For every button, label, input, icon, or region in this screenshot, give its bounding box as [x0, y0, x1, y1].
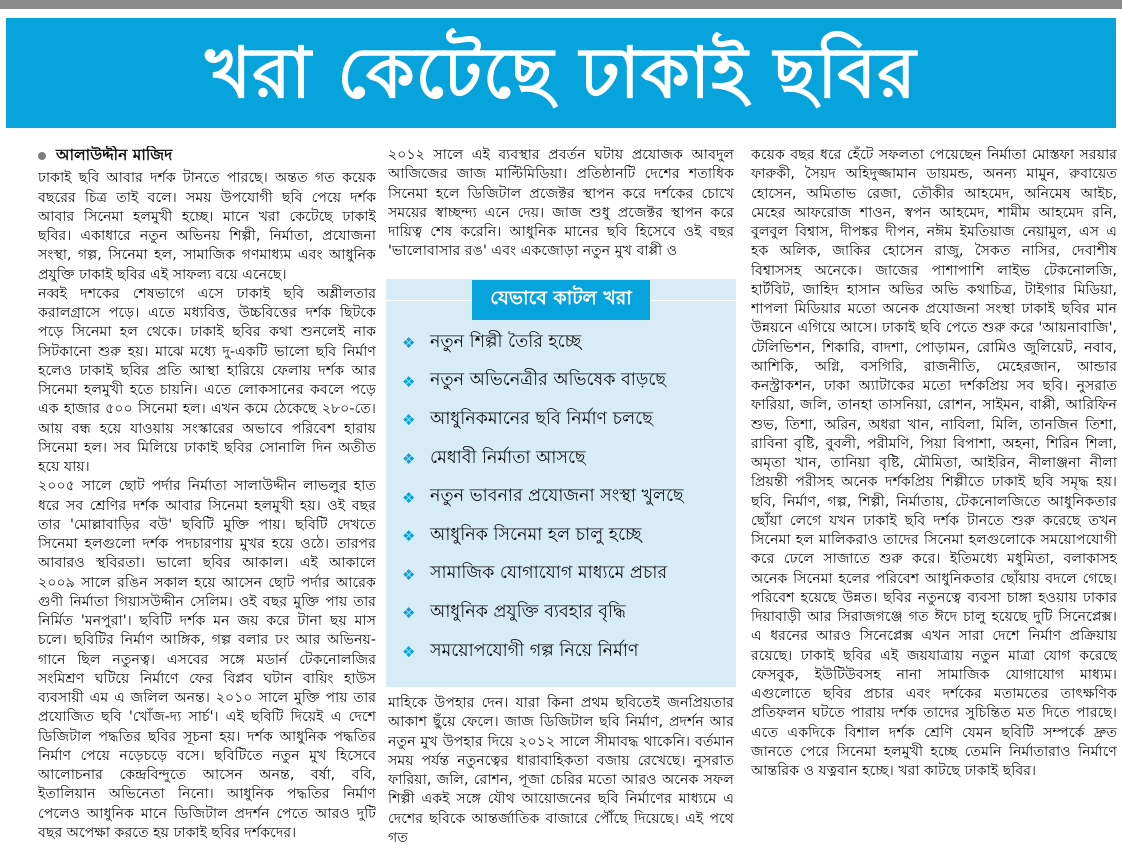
article-column-2-bottom — [388, 694, 734, 864]
sidebar-list — [386, 324, 736, 671]
diamond-bullet-icon: ❖ — [402, 565, 416, 584]
diamond-bullet-icon: ❖ — [402, 643, 416, 662]
article-column-1 — [38, 146, 376, 862]
header-rule-left — [386, 300, 472, 301]
header-rule-right — [650, 300, 736, 301]
list-item: ❖ আধুনিকমানের ছবি নির্মাণ চলছে — [402, 408, 653, 430]
top-rule — [0, 0, 1122, 9]
paragraph: ঢাকাই ছবি আবার দর্শক টানতে পারছে। অন্তত গত কয়েক বছরের চিত্র তাই বলে। সময় উপযোগী ছবি পেয়ে দর্শক আবার সিনেমা হলমুখী হচ্ছে। মানে খরা কেটেছে ঢাকাই ছবির। একাধারে নতুন অভিনয় শিল্পী, নির্মাতা, প্রযোজনা সংস্থা, গল্প, সিনেমা হল, সামাজিক গণমাধ্যম এবং আধুনিক প্রযুক্তি ঢাকাই ছবির এই সাফল্য বয়ে এনেছে। — [38, 170, 376, 283]
paragraph: কয়েক বছর ধরে হেঁটে সফলতা পেয়েছেন নির্মাতা মোস্তফা সরয়ার ফারুকী, সৈয়দ অহিদুজ্জামান ডায়মন্ড, অনন্য মামুন, রুবায়েত হোসেন, অমিতাভ রেজা, তৌকীর আহমেদ, অনিমেষ আইচ, মেহের আফরোজ শাওন, স্বপন আহমেদ, শামীম আহমেদ রনি, বুলবুল বিশ্বাস, দীপঙ্কর দীপন, নঈম ইমতিয়াজ নেয়ামুল, এস এ হক অলিক, জাকির হোসেন রাজু, সৈকত নাসির, দেবাশীষ বিশ্বাসসহ অনেকে। জাজের পাশাপাশি লাইভ টেকনোলজি, হার্টবিট, জাহিদ হাসান অভির অভি কথাচিত্র, টাইগার মিডিয়া, শাপলা মিডিয়ার মতো অনেক প্রযোজনা সংস্থা ঢাকাই ছবির মান উন্নয়নে এগিয়ে আসে। ঢাকাই ছবি পেতে শুরু করে 'আয়নাবাজি', টেলিভিশন, শিকারি, বাদশা, পোড়ামন, রোমিও জুলিয়েট, নবাব, আশিকি, অগ্নি, বসগিরি, রাজনীতি, মেহেরজান, আন্ডার কনস্ট্রাকশন, ঢাকা অ্যাটাকের মতো দর্শকপ্রিয় সব ছবি। নুসরাত ফারিয়া, জলি, তানহা তাসনিয়া, রোশন, সাইমন, বাপ্পী, আরিফিন শুভ, তিশা, অরিন, অধরা খান, নাবিলা, মিলি, তানজিন তিশা, রাবিনা বৃষ্টি, বুবলী, পরীমণি, পিয়া বিপাশা, অহনা, শিরিন শিলা, অমৃতা খান, তানিয়া বৃষ্টি, মৌমিতা, আইরিন, নীলাঞ্জনা নীলা প্রিয়ন্তী পরীসহ অনেক দর্শকপ্রিয় শিল্পীতে ঢাকাই ছবি সমৃদ্ধ হয়। ছবি, নির্মাণ, গল্প, শিল্পী, নির্মাতায়, টেকনোলজিতে আধুনিকতার ছোঁয়া লেগে যখন ঢাকাই ছবি দর্শক টানতে শুরু করেছে তখন সিনেমা হল মালিকরাও তাদের সিনেমা হলগুলোকে সময়োপযোগী করে ঢেলে সাজাতে শুরু করে। ইতিমধ্যে মধুমিতা, বলাকাসহ অনেক সিনেমা হলের পরিবেশ আধুনিকতার ছোঁয়ায় বদলে গেছে। পরিবেশ হয়েছে উন্নত। ছবির নতুনত্বে ব্যবসা চাঙ্গা হওয়ায় ঢাকার দিয়াবাড়ী আর সিরাজগঞ্জে গত ঈদে চালু হয়েছে দুটি সিনেপ্লেক্স। এ ধরনের আরও সিনেপ্লেক্স এখন সারা দেশে নির্মাণ প্রক্রিয়ায় রয়েছে। ঢাকাই ছবির এই জয়যাত্রায় নতুন মাত্রা যোগ করেছে ফেসবুক, ইউটিউবসহ নানা সামাজিক যোগাযোগ মাধ্যম। এগুলোতে ছবির প্রচার এবং দর্শকের মতামতের তাৎক্ষণিক প্রতিফলন ঘটতে পারায় দর্শক তাদের সুচিন্তিত মত দিতে পারছে। এতে একদিকে বিশাল দর্শক শ্রেণি যেমন ছবিটি সম্পর্কে দ্রুত জানতে পেরে সিনেমা হলমুখী হচ্ছে তেমনি নির্মাতারাও নির্মাণে আন্তরিক ও যত্নবান হচ্ছে। খরা কাটছে ঢাকাই ছবির। — [751, 147, 1117, 779]
list-item: ❖ আধুনিক সিনেমা হল চালু হচ্ছে — [402, 524, 642, 546]
list-item: ❖ আধুনিক প্রযুক্তি ব্যবহার বৃদ্ধি — [402, 601, 626, 623]
article-column-3 — [751, 146, 1117, 862]
paragraph: মাহিকে উপহার দেন। যারা কিনা প্রথম ছবিতেই জনপ্রিয়তার আকাশ ছুঁয়ে ফেলে। জাজ ডিজিটাল ছবি নির্মাণ, প্রদর্শন আর নতুন মুখ উপহার দিয়ে ২০১২ সালে সীমাবদ্ধ থাকেনি। বর্তমান সময় পর্যন্ত নতুনত্বের ধারাবাহিকতা বজায় রেখেছে। নুসরাত ফারিয়া, জলি, রোশন, পূজা চেরির মতো আরও অনেক সফল শিল্পী একই সঙ্গে যৌথ আয়োজনের ছবি নির্মাণের মাধ্যমে এ দেশের ছবিকে আন্তর্জাতিক বাজারে পৌঁছে দিয়েছে। এই পথে গত — [388, 695, 734, 846]
diamond-bullet-icon: ❖ — [402, 488, 416, 507]
paragraph: ২০০৫ সালে ছোট পর্দার নির্মাতা সালাউদ্দীন লাভলুর হাত ধরে সব শ্রেণির দর্শক আবার সিনেমা হলমুখী হয়। ওই বছর তার 'মোল্লাবাড়ির বউ' ছবিটি মুক্তি পায়। ছবিটি দেখতে সিনেমা হলগুলো দর্শক পদচারণায় মুখর হয়ে ওঠে। তারপর আবারও স্থবিরতা। ভালো ছবির আকাল। এই আকালে ২০০৯ সালে রঙিন সকাল হয়ে আসেন ছোট পর্দার আরেক গুণী নির্মাতা গিয়াসউদ্দীন সেলিম। ওই বছর মুক্তি পায় তার নির্মিত 'মনপুরা'। ছবিটি দর্শক মন জয় করে টানা ছয় মাস চলে। ছবিটির নির্মাণ আঙ্গিক, গল্প বলার ঢং আর অভিনয়-গানে ছিল নতুনত্ব। এসবের সঙ্গে মডার্ন টেকনোলজির সংমিশ্রণ ঘটিয়ে নির্মাণে ফের বিপ্লব ঘটান বায়িং হাউস ব্যবসায়ী এম এ জলিল অনন্ত। ২০১০ সালে মুক্তি পায় তার প্রযোজিত ছবি 'খোঁজ-দ্য সার্চ'। এই ছবিটি দিয়েই এ দেশে ডিজিটাল পদ্ধতির ছবির সূচনা হয়। দর্শক আধুনিক পদ্ধতির নির্মাণ পেয়ে নড়েচড়ে বসে। ছবিটিতে নতুন মুখ হিসেবে আলোচনার কেন্দ্রবিন্দুতে আসেন অনন্ত, বর্ষা, ববি, ইতালিয়ান অভিনেতা নিনো। আধুনিক পদ্ধতির নির্মাণ পেলেও আধুনিক মানে ডিজিটাল প্রদর্শন পেতে আরও দুটি বছর অপেক্ষা করতে হয় ঢাকাই ছবির দর্শকদের। — [38, 478, 376, 841]
byline — [38, 146, 376, 165]
paragraph: নব্বই দশকের শেষভাগে এসে ঢাকাই ছবি অশ্লীলতার করালগ্রাসে পড়ে। এতে মধ্যবিত্ত, উচ্চবিত্তের দর্শক ছিটকে পড়ে সিনেমা হল থেকে। ঢাকাই ছবির কথা শুনলেই নাক সিটকানো শুরু হয়। মাঝে মধ্যে দু-একটি ভালো ছবি নির্মাণ হলেও ঢাকাই ছবির প্রতি আস্থা হারিয়ে ফেলায় দর্শক আর সিনেমা হলমুখী হতে চায়নি। এতে লোকসানের কবলে পড়ে এক হাজার ৫০০ সিনেমা হল। এখন কমে ঠেকেছে ২৮০-তে। আয় বন্ধ হয়ে যাওয়ায় সংস্কারের অভাবে পরিবেশ হারায় সিনেমা হল। সব মিলিয়ে ঢাকাই ছবির সোনালি দিন অতীত হয়ে যায়। — [38, 285, 376, 475]
list-item: ❖ মেধাবী নির্মাতা আসছে — [402, 447, 586, 469]
diamond-bullet-icon: ❖ — [402, 411, 416, 430]
author-name: আলাউদ্দীন মাজিদ — [56, 146, 173, 164]
diamond-bullet-icon: ❖ — [402, 527, 416, 546]
sidebar-box — [386, 279, 736, 687]
headline: খরা কেটেছে ঢাকাই ছবির — [205, 32, 917, 114]
list-item: ❖ নতুন ভাবনার প্রযোজনা সংস্থা খুলছে — [402, 486, 684, 507]
list-item: ❖ সামাজিক যোগাযোগ মাধ্যমে প্রচার — [402, 563, 668, 584]
diamond-bullet-icon: ❖ — [402, 372, 416, 391]
diamond-bullet-icon: ❖ — [402, 604, 416, 623]
sidebar-header — [386, 282, 736, 318]
list-item: ❖ নতুন শিল্পী তৈরি হচ্ছে — [402, 331, 582, 353]
headline-banner — [6, 18, 1116, 128]
diamond-bullet-icon: ❖ — [402, 334, 416, 353]
diamond-bullet-icon: ❖ — [402, 450, 416, 469]
list-item: ❖ নতুন অভিনেত্রীর অভিষেক বাড়ছে — [402, 370, 666, 391]
byline-dot-icon — [38, 152, 46, 160]
list-item: ❖ সময়োপযোগী গল্প নিয়ে নির্মাণ — [402, 640, 639, 662]
article-column-2-top — [388, 146, 734, 274]
sidebar-title: যেভাবে কাটল খরা — [472, 280, 650, 320]
paragraph: ২০১২ সালে এই ব্যবস্থার প্রবর্তন ঘটায় প্রযোজক আবদুল আজিজের জাজ মাল্টিমিডিয়া। প্রতিষ্ঠানটি দেশের শতাধিক সিনেমা হলে ডিজিটাল প্রজেক্টর স্থাপন করে দর্শকের চোখে সময়ের স্বাচ্ছন্দ্য এনে দেয়। জাজ শুধু প্রজেক্টর স্থাপন করে দায়িত্ব শেষ করেনি। আধুনিক মানের ছবি হিসেবে ওই বছর 'ভালোবাসার রঙ' এবং একজোড়া নতুন মুখ বাপ্পী ও — [388, 147, 734, 260]
